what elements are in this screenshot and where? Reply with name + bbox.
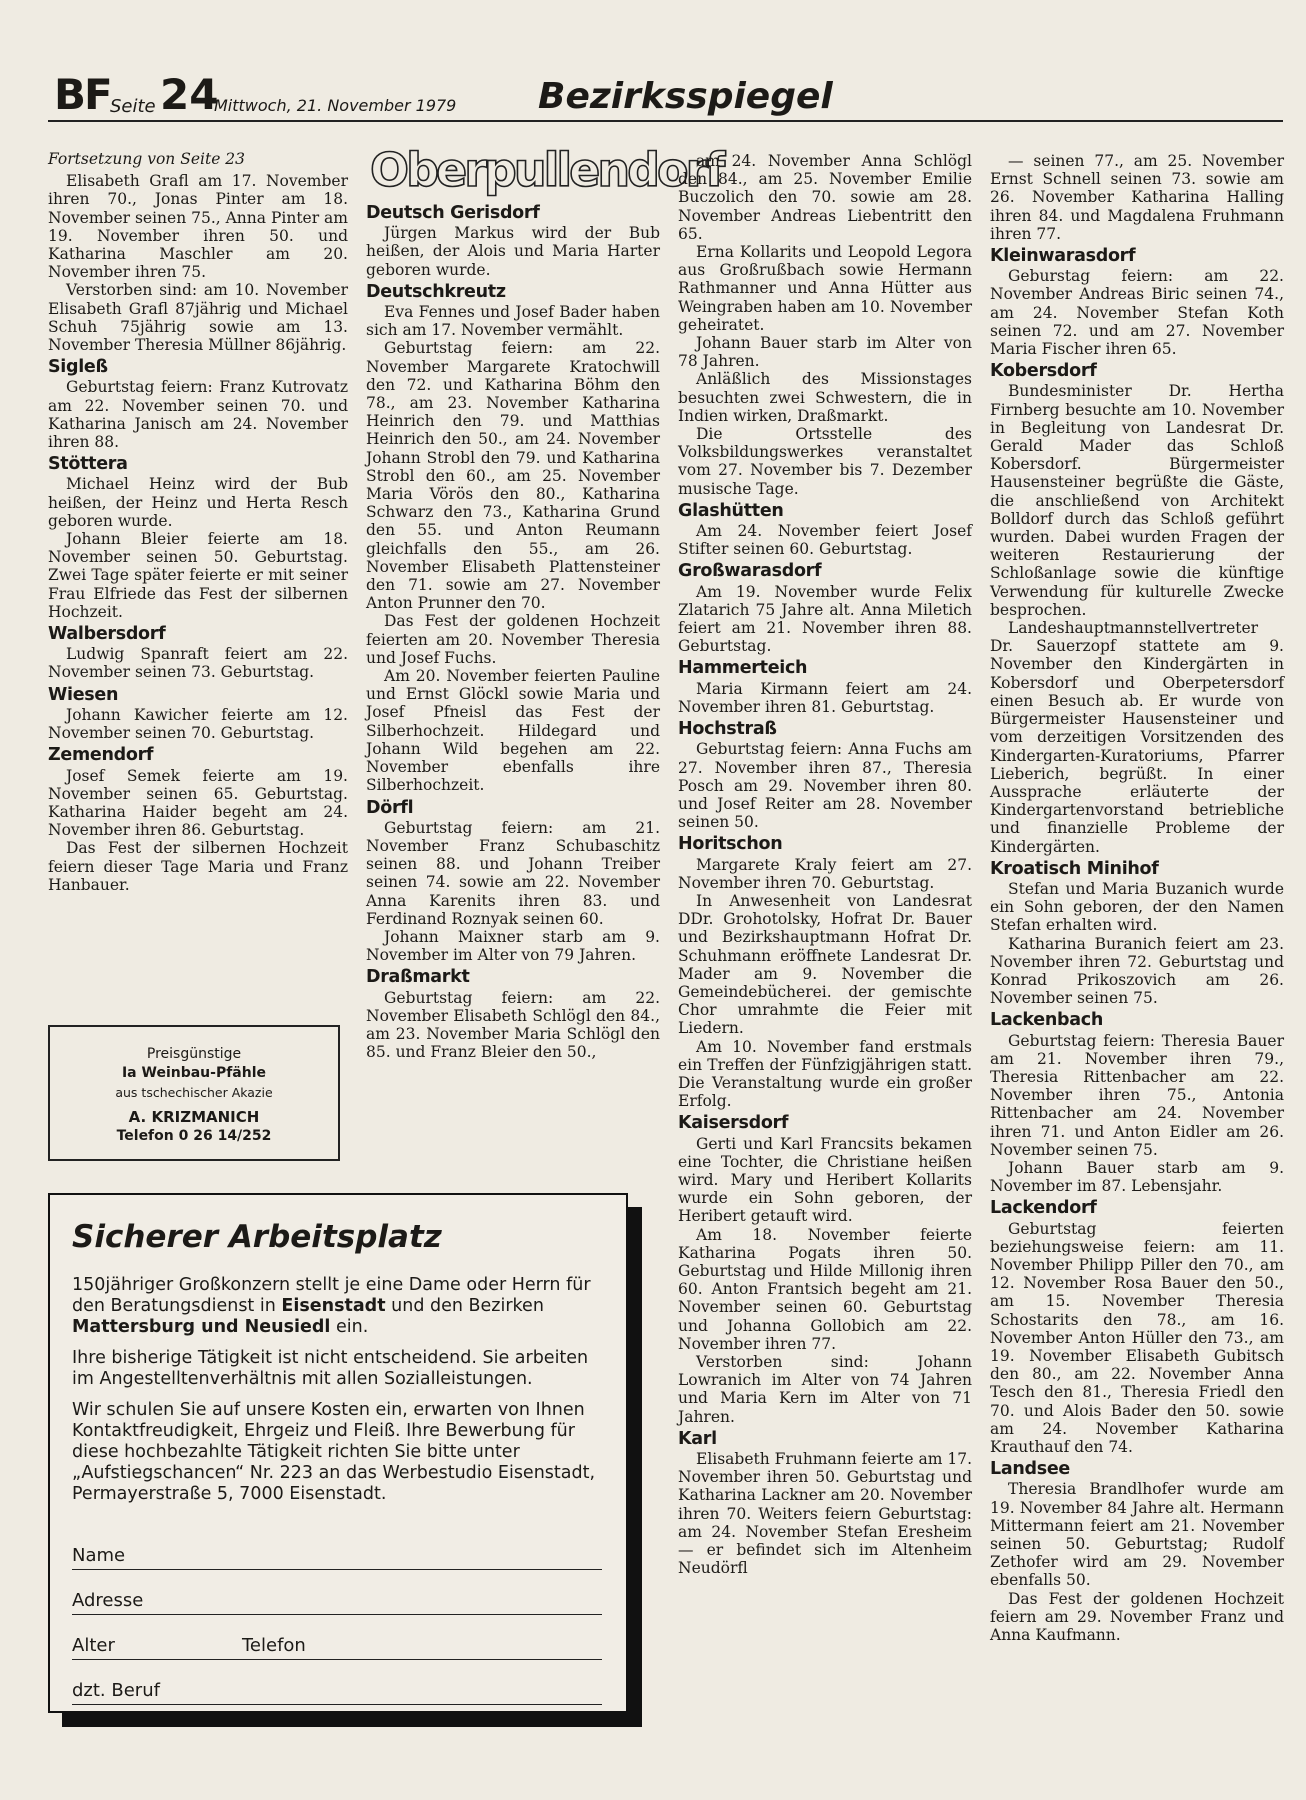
column-1 xyxy=(48,150,348,894)
job-advertisement xyxy=(48,1193,628,1713)
age-phone-field[interactable] xyxy=(72,1615,602,1660)
article-paragraph: Elisabeth Fruhmann feierte am 17. November ihren 50. Geburtstag und Katharina Lackner am 20. November ihren 70. Weiters feiern Geburtstag: am 24. November Stefan Eresheim — er befindet sich im Altenheim Neudörfl xyxy=(678,1450,972,1578)
occupation-label: dzt. Beruf xyxy=(72,1680,160,1701)
article-paragraph: Am 20. November feierten Pauline und Ernst Glöckl sowie Maria und Josef Pfneisl das Fest der Silberhochzeit. Hildegard und Johann Wild begehen am 22. November ebenfalls ihre Silberhochzeit. xyxy=(366,667,660,795)
article-paragraph: Johann Bauer starb am 9. November im 87. Lebensjahr. xyxy=(990,1158,1284,1196)
article-paragraph: Geburstag feiern: am 22. November Andreas Biric seinen 74., am 24. November Stefan Koth seinen 72. und am 27. November Maria Fischer ihren 65. xyxy=(990,267,1284,359)
article-paragraph: Johann Kawicher feierte am 12. November seinen 70. Geburtstag. xyxy=(48,705,348,743)
town-heading: Kobersdorf xyxy=(990,361,1097,382)
ad-small-line5: Telefon 0 26 14/252 xyxy=(116,1128,272,1144)
issue-date: Mittwoch, 21. November 1979 xyxy=(214,96,457,115)
column-4-intro xyxy=(990,152,1284,243)
age-label: Alter xyxy=(72,1635,115,1656)
masthead xyxy=(48,66,1283,122)
column-1-intro xyxy=(48,172,348,354)
newspaper-logo: BF xyxy=(54,70,111,119)
job-ad-paragraph-1: 150jähriger Großkonzern stellt je eine Dame oder Herrn für den Beratungsdienst in Eisenstadt und den Bezirken Mattersburg und Neusiedl ein. xyxy=(72,1275,591,1337)
article-paragraph: Ludwig Spanraft feiert am 22. November seinen 73. Geburtstag. xyxy=(48,645,348,682)
article-paragraph: Johann Bauer starb im Alter von 78 Jahren. xyxy=(678,334,972,371)
phone-label: Telefon xyxy=(242,1635,306,1656)
job-ad-paragraph-3: Wir schulen Sie auf unsere Kosten ein, erwarten von Ihnen Kontaktfreudigkeit, Ehrgeiz und Fleiß. Ihre Bewerbung für diese hochbezahlte Tätigkeit richten Sie bitte unter „Aufstiegschancen“ Nr. 223 an das Werbestudio Eisenstadt, Permayerstraße 5, 7000 Eisenstadt. xyxy=(72,1400,596,1504)
coupon-form xyxy=(72,1525,612,1705)
article-paragraph: Am 10. November fand erstmals ein Treffen der Fünfzigjährigen statt. Die Veranstaltung wurde ein großer Erfolg. xyxy=(678,1037,972,1111)
article-paragraph: Verstorben sind: Johann Lowranich im Alter von 74 Jahren und Maria Kern im Alter von 71 Jahren. xyxy=(678,1353,972,1426)
article-paragraph: Jürgen Markus wird der Bub heißen, der Alois und Maria Harter geboren wurde. xyxy=(366,224,660,279)
page-number: 24 xyxy=(160,70,219,119)
town-heading: Dörfl xyxy=(366,797,414,818)
continuation-note: Fortsetzung von Seite 23 xyxy=(48,150,246,168)
article-paragraph: am 24. November Anna Schlögl den 84., am 25. November Emilie Buczolich den 70. sowie am 28. November Andreas Liebentritt den 65. xyxy=(678,152,972,243)
district-heading: Oberpullendorf xyxy=(370,143,723,197)
article-paragraph: Das Fest der silbernen Hochzeit feiern dieser Tage Maria und Franz Hanbauer. xyxy=(48,839,348,894)
article-paragraph: Stefan und Maria Buzanich wurde ein Sohn geboren, der den Namen Stefan erhalten wird. xyxy=(990,879,1284,935)
town-heading: Deutschkreutz xyxy=(366,281,506,302)
article-paragraph: Verstorben sind: am 10. November Elisabeth Grafl 87jährig und Michael Schuh 75jährig sowie am 13. November Theresia Müllner 86jährig. xyxy=(48,281,348,355)
article-paragraph: Maria Kirmann feiert am 24. November ihren 81. Geburtstag. xyxy=(678,679,972,716)
column-3 xyxy=(678,152,972,1577)
article-paragraph: Geburtstag feiern: Anna Fuchs am 27. November ihren 87., Theresia Posch am 29. November ihren 80. und Josef Reiter am 28. November seinen 50. xyxy=(678,740,972,832)
town-heading: Zemendorf xyxy=(48,745,154,766)
article-paragraph: Geburtstag feiern: am 22. November Margarete Kratochwill den 72. und Katharina Böhm den 78., am 23. November Katharina Heinrich den 79. und Matthias Heinrich den 50., am 24. November Johann Strobl den 79. und Katharina Strobl den 60., am 25. November Maria Vörös den 80., Katharina Schwarz den 73., Katharina Grund den 55. und Anton Reumann gleichfalls den 55., am 26. November Elisabeth Plattensteiner den 71. sowie am 27. November Anton Prunner den 70. xyxy=(366,339,660,613)
name-field[interactable] xyxy=(72,1525,602,1570)
job-ad-title: Sicherer Arbeitsplatz xyxy=(72,1219,442,1255)
column-2 xyxy=(366,143,723,1062)
article-paragraph: Bundesminister Dr. Hertha Firnberg besuchte am 10. November in Begleitung von Landesrat Dr. Gerald Mader das Schloß Kobersdorf. Bürgermeister Hausensteiner begrüßte die Gäste, die anschließend von Architekt Bolldorf durch das Schloß geführt wurden. Dabei wurden Fragen der weiteren Restaurierung der Schloßanlage sowie die künftige Verwendung für kulturelle Zwecke besprochen. xyxy=(990,382,1284,619)
column-4-sections xyxy=(990,247,1284,1644)
town-heading: Horitschon xyxy=(678,834,783,855)
name-label: Name xyxy=(72,1545,126,1566)
article-paragraph: Johann Bleier feierte am 18. November seinen 50. Geburtstag. Zwei Tage später feierte er mit seiner Frau Elfriede das Fest der silbernen Hochzeit. xyxy=(48,530,348,621)
article-paragraph: Erna Kollarits und Leopold Legora aus Großrußbach sowie Hermann Rathmanner und Anna Hütter aus Weingraben haben am 10. November geheiratet. xyxy=(678,243,972,334)
article-paragraph: Landeshauptmannstellvertreter Dr. Sauerzopf stattete am 9. November den Kindergärten in Kobersdorf und Oberpetersdorf einen Besuch ab. Er wurde von Bürgermeister Hausensteiner und vom derzeitigen Vorsitzenden des Kindergarten-Kuratoriums, Pfarrer Lieberich, begrüßt. In einer Aussprache erläuterte der Kindergartenvorstand betriebliche und finanzielle Probleme der Kindergärten. xyxy=(990,619,1284,856)
ad-small-line1: Preisgünstige xyxy=(146,1046,242,1062)
article-paragraph: Geburtstag feiern: Theresia Bauer am 21. November ihren 79., Theresia Rittenbacher am 22. November ihren 75., Antonia Rittenbacher am 24. November ihren 71. und Anton Eidler am 26. November seinen 75. xyxy=(990,1031,1284,1159)
town-heading: Großwarasdorf xyxy=(678,561,822,582)
article-paragraph: Gerti und Karl Francsits bekamen eine Tochter, die Christiane heißen wird. Mary und Heribert Kollarits wurde ein Sohn geboren, der Heribert getauft wird. xyxy=(678,1134,972,1226)
article-paragraph: Geburtstag feiern: Franz Kutrovatz am 22. November seinen 70. und Katharina Janisch am 24. November ihren 88. xyxy=(48,378,348,452)
town-heading: Draßmarkt xyxy=(366,967,470,988)
article-paragraph: Theresia Brandlhofer wurde am 19. November 84 Jahre alt. Hermann Mittermann feiert am 21. November seinen 50. Geburtstag; Rudolf Zethofer wird am 29. November ebenfalls 50. xyxy=(990,1480,1284,1590)
town-heading: Kroatisch Minihof xyxy=(990,858,1159,879)
article-paragraph: Geburtstag feierten beziehungsweise feiern: am 11. November Philipp Piller den 70., am 12. November Rosa Bauer den 50., am 15. November Theresia Schostarits den 78., am 16. November Anton Hüller den 73., am 19. November Elisabeth Gubitsch den 80., am 22. November Anna Tesch den 81., Theresia Friedl den 70. und Alois Bader den 50. sowie am 24. November Katharina Krauthauf den 74. xyxy=(990,1219,1284,1457)
town-heading: Wiesen xyxy=(48,684,119,705)
town-heading: Lackendorf xyxy=(990,1198,1097,1219)
article-paragraph: Geburtstag feiern: am 22. November Elisabeth Schlögl den 84., am 23. November Maria Schlögl den 85. und Franz Bleier den 50., xyxy=(366,988,660,1062)
town-heading: Kleinwarasdorf xyxy=(990,246,1136,267)
article-paragraph: Michael Heinz wird der Bub heißen, der Heinz und Herta Resch geboren wurde. xyxy=(48,475,348,530)
address-field[interactable] xyxy=(72,1570,602,1615)
article-paragraph: Elisabeth Grafl am 17. November ihren 70., Jonas Pinter am 18. November seinen 75., Anna Pinter am 19. November ihren 50. und Katharina Maschler am 20. November ihren 75. xyxy=(48,172,348,282)
town-heading: Hochstraß xyxy=(678,719,777,740)
town-heading: Stöttera xyxy=(48,454,128,475)
town-heading: Deutsch Gerisdorf xyxy=(366,203,540,223)
town-heading: Landsee xyxy=(990,1459,1070,1480)
article-paragraph: Eva Fennes und Josef Bader haben sich am 17. November vermählt. xyxy=(366,303,660,340)
ad-small-line2: Ia Weinbau-Pfähle xyxy=(121,1065,267,1081)
article-paragraph: Am 18. November feierte Katharina Pogats ihren 50. Geburtstag und Hilde Millonig ihren 60. Anton Frantsich begeht am 21. November seinen 60. Geburtstag und Johanna Gollobich am 22. November ihren 77. xyxy=(678,1225,972,1353)
article-paragraph: Das Fest der goldenen Hochzeit feiern am 29. November Franz und Anna Kaufmann. xyxy=(990,1589,1284,1645)
article-paragraph: Johann Maixner starb am 9. November im Alter von 79 Jahren. xyxy=(366,927,660,965)
page-label: Seite xyxy=(110,96,156,117)
article-paragraph: Das Fest der goldenen Hochzeit feierten am 20. November Theresia und Josef Fuchs. xyxy=(366,612,660,667)
article-paragraph: Die Ortsstelle des Volksbildungswerkes veranstaltet vom 27. November bis 7. Dezember musische Tage. xyxy=(678,425,972,498)
article-paragraph: In Anwesenheit von Landesrat DDr. Grohotolsky, Hofrat Dr. Bauer und Bezirkshauptmann Hofrat Dr. Schuhmann eröffnete Landesrat Dr. Mader am 9. November die Gemeindebücherei. der gemischte Chor umrahmte die Feier mit Liedern. xyxy=(678,891,972,1038)
section-title: Bezirksspiegel xyxy=(538,76,833,117)
column-4 xyxy=(990,152,1284,1644)
job-ad-text xyxy=(72,1275,612,1515)
occupation-field[interactable] xyxy=(72,1660,602,1705)
town-heading: Lackenbach xyxy=(990,1010,1103,1031)
column-2-sections xyxy=(366,204,660,1061)
column-3-intro xyxy=(678,152,972,498)
article-paragraph: Geburtstag feiern: am 21. November Franz Schubaschitz seinen 88. und Johann Treiber seinen 74. sowie am 22. November Anna Karenits ihren 83. und Ferdinand Roznyak seinen 60. xyxy=(366,818,660,928)
weinbau-advertisement xyxy=(48,1025,340,1161)
article-paragraph: Anläßlich des Missionstages besuchten zwei Schwestern, die in Indien wirken, Draßmarkt. xyxy=(678,370,972,425)
ad-small-line3: aus tschechischer Akazie xyxy=(115,1085,273,1100)
article-paragraph: Katharina Buranich feiert am 23. November ihren 72. Geburtstag und Konrad Prikoszovich am 26. November seinen 75. xyxy=(990,934,1284,1008)
article-paragraph: Josef Semek feierte am 19. November seinen 65. Geburtstag. Katharina Haider begeht am 24. November ihren 86. Geburtstag. xyxy=(48,766,348,840)
town-heading: Karl xyxy=(678,1428,717,1449)
article-paragraph: Am 19. November wurde Felix Zlatarich 75 Jahre alt. Anna Miletich feiert am 21. November ihren 88. Geburtstag. xyxy=(678,582,972,656)
article-paragraph: Am 24. November feiert Josef Stifter seinen 60. Geburtstag. xyxy=(678,522,972,559)
article-paragraph: Margarete Kraly feiert am 27. November ihren 70. Geburtstag. xyxy=(678,855,972,892)
town-heading: Hammerteich xyxy=(678,658,808,679)
column-1-sections xyxy=(48,358,348,894)
article-paragraph: — seinen 77., am 25. November Ernst Schnell seinen 73. sowie am 26. November Katharina Halling ihren 84. und Magdalena Fruhmann ihren 77. xyxy=(990,152,1284,243)
town-heading: Glashütten xyxy=(678,500,784,521)
town-heading: Kaisersdorf xyxy=(678,1113,789,1134)
address-label: Adresse xyxy=(72,1590,144,1611)
town-heading: Walbersdorf xyxy=(48,624,166,645)
column-3-sections xyxy=(678,502,972,1578)
ad-small-line4: A. KRIZMANICH xyxy=(128,1108,260,1126)
town-heading: Sigleß xyxy=(48,357,108,378)
job-ad-paragraph-2: Ihre bisherige Tätigkeit ist nicht entscheidend. Sie arbeiten im Angestelltenverhältnis mit allen Sozialleistungen. xyxy=(72,1348,589,1389)
